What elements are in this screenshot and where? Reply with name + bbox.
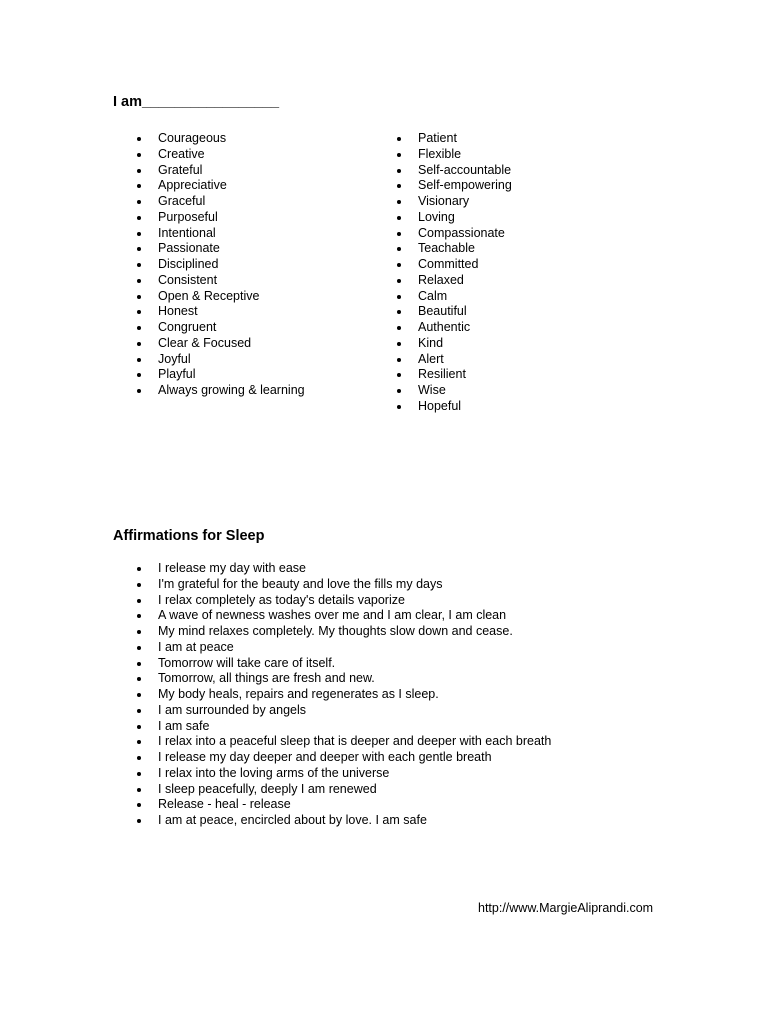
i-am-list-item: Purposeful bbox=[137, 210, 305, 226]
i-am-list-item: Patient bbox=[397, 131, 512, 147]
affirmation-item: My body heals, repairs and regenerates as I sleep. bbox=[137, 687, 551, 703]
affirmation-item: I relax into the loving arms of the universe bbox=[137, 766, 551, 782]
i-am-list-item: Clear & Focused bbox=[137, 336, 305, 352]
website-link[interactable]: http://www.MargieAliprandi.com bbox=[478, 901, 654, 915]
i-am-list-item: Graceful bbox=[137, 194, 305, 210]
i-am-list-item: Resilient bbox=[397, 367, 512, 383]
affirmation-item: I release my day with ease bbox=[137, 561, 551, 577]
sleep-affirmations-list bbox=[137, 561, 551, 829]
affirmation-item: A wave of newness washes over me and I am clear, I am clean bbox=[137, 608, 551, 624]
i-am-list-item: Relaxed bbox=[397, 273, 512, 289]
affirmation-item: My mind relaxes completely. My thoughts slow down and cease. bbox=[137, 624, 551, 640]
sleep-affirmations-heading: Affirmations for Sleep bbox=[113, 528, 265, 544]
i-am-list-item: Self-empowering bbox=[397, 178, 512, 194]
affirmation-item: I relax completely as today's details vaporize bbox=[137, 593, 551, 609]
i-am-list-item: Alert bbox=[397, 352, 512, 368]
i-am-list-item: Disciplined bbox=[137, 257, 305, 273]
i-am-list-item: Passionate bbox=[137, 241, 305, 257]
affirmation-item: I am at peace, encircled about by love. I am safe bbox=[137, 813, 551, 829]
affirmation-item: I am at peace bbox=[137, 640, 551, 656]
affirmation-item: Tomorrow, all things are fresh and new. bbox=[137, 671, 551, 687]
i-am-list-item: Authentic bbox=[397, 320, 512, 336]
i-am-list-right bbox=[397, 131, 512, 415]
i-am-list-item: Hopeful bbox=[397, 399, 512, 415]
i-am-list-item: Flexible bbox=[397, 147, 512, 163]
i-am-list-item: Loving bbox=[397, 210, 512, 226]
affirmation-item: I am safe bbox=[137, 719, 551, 735]
i-am-list-item: Calm bbox=[397, 289, 512, 305]
i-am-list-item: Joyful bbox=[137, 352, 305, 368]
affirmation-item: I am surrounded by angels bbox=[137, 703, 551, 719]
i-am-heading: I am_________________ bbox=[113, 94, 280, 110]
i-am-list-item: Consistent bbox=[137, 273, 305, 289]
i-am-list-item: Kind bbox=[397, 336, 512, 352]
i-am-list-item: Committed bbox=[397, 257, 512, 273]
i-am-list-item: Creative bbox=[137, 147, 305, 163]
i-am-list-item: Honest bbox=[137, 304, 305, 320]
i-am-list-item: Appreciative bbox=[137, 178, 305, 194]
i-am-list-item: Open & Receptive bbox=[137, 289, 305, 305]
i-am-list-item: Self-accountable bbox=[397, 163, 512, 179]
i-am-list-item: Congruent bbox=[137, 320, 305, 336]
i-am-list-left bbox=[137, 131, 305, 399]
i-am-list-item: Wise bbox=[397, 383, 512, 399]
i-am-list-item: Intentional bbox=[137, 226, 305, 242]
affirmation-item: Release - heal - release bbox=[137, 797, 551, 813]
i-am-list-item: Courageous bbox=[137, 131, 305, 147]
i-am-list-item: Visionary bbox=[397, 194, 512, 210]
affirmation-item: I relax into a peaceful sleep that is deeper and deeper with each breath bbox=[137, 734, 551, 750]
i-am-list-item: Playful bbox=[137, 367, 305, 383]
i-am-list-item: Grateful bbox=[137, 163, 305, 179]
affirmation-item: Tomorrow will take care of itself. bbox=[137, 656, 551, 672]
affirmation-item: I sleep peacefully, deeply I am renewed bbox=[137, 782, 551, 798]
affirmation-item: I release my day deeper and deeper with each gentle breath bbox=[137, 750, 551, 766]
i-am-list-item: Teachable bbox=[397, 241, 512, 257]
i-am-list-item: Always growing & learning bbox=[137, 383, 305, 399]
affirmation-item: I'm grateful for the beauty and love the fills my days bbox=[137, 577, 551, 593]
i-am-list-item: Compassionate bbox=[397, 226, 512, 242]
i-am-list-item: Beautiful bbox=[397, 304, 512, 320]
